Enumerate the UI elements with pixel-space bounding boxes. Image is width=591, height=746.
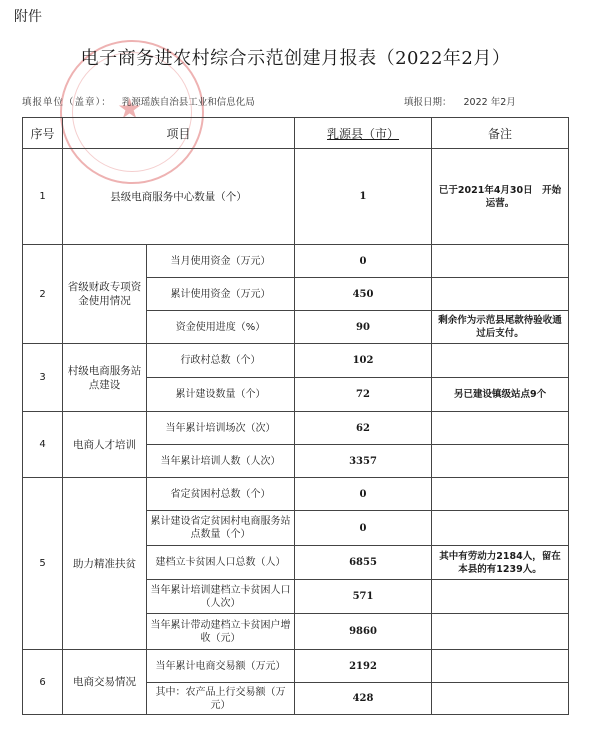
table-row bbox=[23, 478, 569, 511]
row-note bbox=[432, 478, 569, 511]
filler-unit bbox=[22, 94, 255, 108]
row-note bbox=[432, 445, 569, 478]
row-category: 省级财政专项资金使用情况 bbox=[63, 245, 147, 344]
header-no: 序号 bbox=[23, 118, 63, 149]
row-item: 当年累计带动建档立卡贫困户增收（元） bbox=[147, 614, 295, 650]
row-note bbox=[432, 650, 569, 683]
table-row bbox=[23, 650, 569, 683]
row-note bbox=[432, 580, 569, 614]
row-note bbox=[432, 683, 569, 715]
filler-unit-label: 填报单位（盖章）： bbox=[22, 97, 112, 108]
row-note bbox=[432, 278, 569, 311]
row-category: 助力精准扶贫 bbox=[63, 478, 147, 650]
row-item: 累计建设数量（个） bbox=[147, 378, 295, 412]
row-value: 0 bbox=[295, 511, 432, 546]
filler-unit-value: 乳源瑶族自治县工业和信息化局 bbox=[121, 97, 255, 108]
row-no: 2 bbox=[23, 245, 63, 344]
row-note: 另已建设镇级站点9个 bbox=[432, 378, 569, 412]
page-title: 电子商务进农村综合示范创建月报表（2022年2月） bbox=[80, 48, 511, 69]
row-note: 其中有劳动力2184人，留在本县的有1239人。 bbox=[432, 546, 569, 580]
row-no: 4 bbox=[23, 412, 63, 478]
row-value: 0 bbox=[295, 245, 432, 278]
table-row bbox=[23, 245, 569, 278]
row-note bbox=[432, 511, 569, 546]
table-header-row bbox=[23, 118, 569, 149]
row-item: 当月使用资金（万元） bbox=[147, 245, 295, 278]
row-note bbox=[432, 245, 569, 278]
row-value: 72 bbox=[295, 378, 432, 412]
row-no: 6 bbox=[23, 650, 63, 715]
table-row bbox=[23, 344, 569, 378]
row-no: 1 bbox=[23, 149, 63, 245]
row-value: 102 bbox=[295, 344, 432, 378]
row-item: 当年累计电商交易额（万元） bbox=[147, 650, 295, 683]
table-row bbox=[23, 149, 569, 245]
fill-date bbox=[404, 94, 516, 108]
row-value: 90 bbox=[295, 311, 432, 344]
row-value: 0 bbox=[295, 478, 432, 511]
row-category: 村级电商服务站点建设 bbox=[63, 344, 147, 412]
row-item: 累计建设省定贫困村电商服务站点数量（个） bbox=[147, 511, 295, 546]
header-county: 乳源县（市） bbox=[295, 118, 432, 149]
row-value: 9860 bbox=[295, 614, 432, 650]
row-note: 剩余作为示范县尾款待验收通过后支付。 bbox=[432, 311, 569, 344]
row-note bbox=[432, 614, 569, 650]
row-no: 3 bbox=[23, 344, 63, 412]
row-item: 当年累计培训人数（人次） bbox=[147, 445, 295, 478]
row-note bbox=[432, 344, 569, 378]
header-note: 备注 bbox=[432, 118, 569, 149]
row-item: 建档立卡贫困人口总数（人） bbox=[147, 546, 295, 580]
row-item: 省定贫困村总数（个） bbox=[147, 478, 295, 511]
header-item: 项目 bbox=[63, 118, 295, 149]
row-item: 当年累计培训建档立卡贫困人口（人次） bbox=[147, 580, 295, 614]
row-value: 62 bbox=[295, 412, 432, 445]
row-value: 1 bbox=[295, 149, 432, 245]
row-item: 累计使用资金（万元） bbox=[147, 278, 295, 311]
row-value: 450 bbox=[295, 278, 432, 311]
row-note bbox=[432, 412, 569, 445]
official-seal: ★ bbox=[60, 40, 204, 184]
row-value: 2192 bbox=[295, 650, 432, 683]
row-value: 3357 bbox=[295, 445, 432, 478]
row-no: 5 bbox=[23, 478, 63, 650]
report-table bbox=[22, 117, 569, 715]
row-item: 行政村总数（个） bbox=[147, 344, 295, 378]
fill-date-label: 填报日期： bbox=[404, 97, 452, 108]
table-row bbox=[23, 412, 569, 445]
row-category: 县级电商服务中心数量（个） bbox=[63, 149, 295, 245]
row-value: 571 bbox=[295, 580, 432, 614]
row-item: 当年累计培训场次（次） bbox=[147, 412, 295, 445]
row-value: 428 bbox=[295, 683, 432, 715]
attachment-label: 附件 bbox=[14, 9, 42, 25]
row-item: 资金使用进度（%） bbox=[147, 311, 295, 344]
fill-date-value: 2022 年2月 bbox=[463, 97, 516, 108]
row-note: 已于2021年4月30日 开始运营。 bbox=[432, 149, 569, 245]
row-category: 电商交易情况 bbox=[63, 650, 147, 715]
row-item: 其中：农产品上行交易额（万元） bbox=[147, 683, 295, 715]
row-category: 电商人才培训 bbox=[63, 412, 147, 478]
row-value: 6855 bbox=[295, 546, 432, 580]
